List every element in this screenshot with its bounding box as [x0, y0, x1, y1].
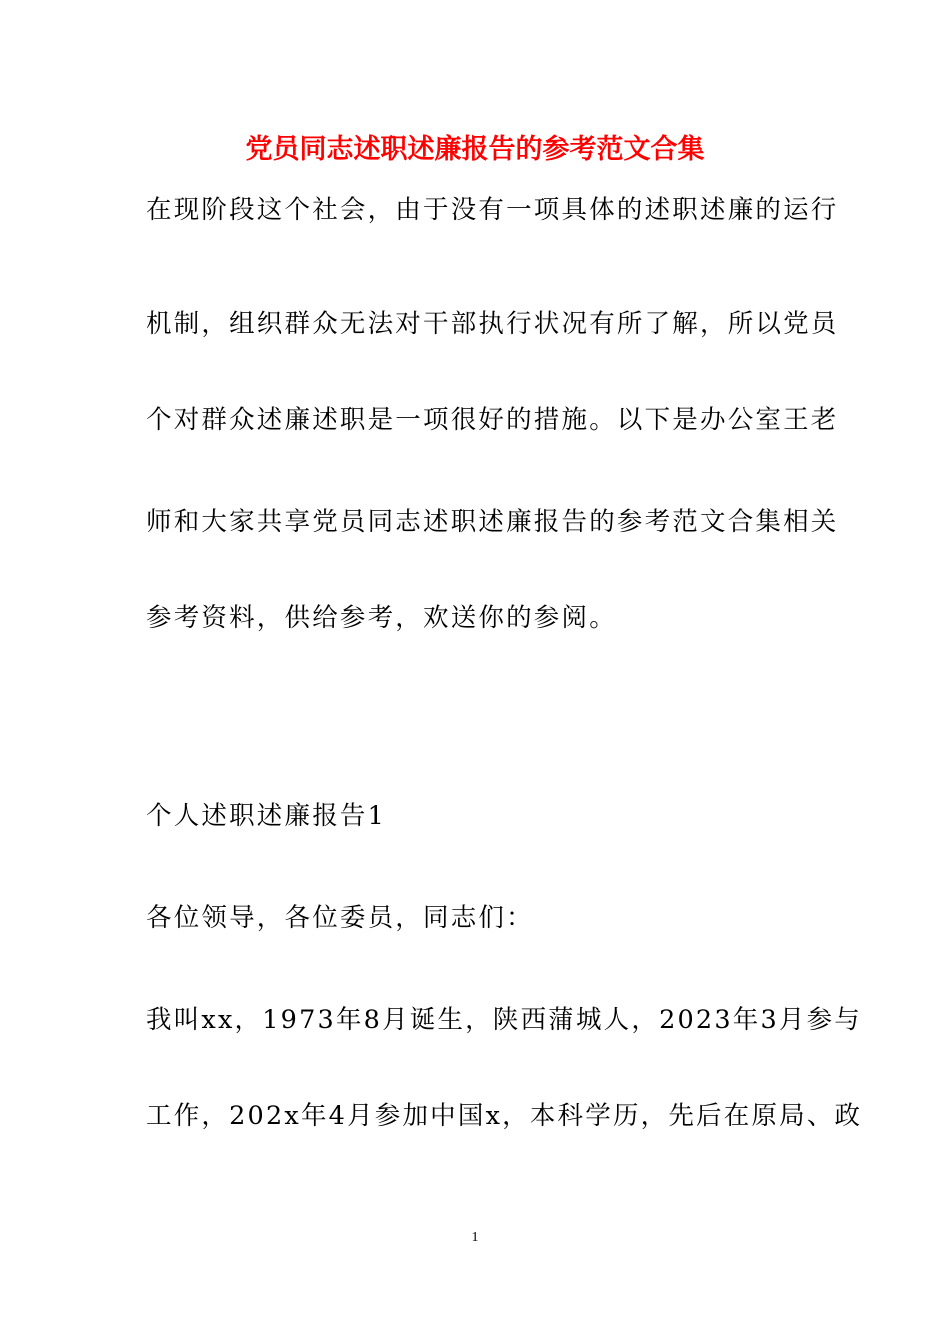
body-line-2: 工作，202x年4月参加中国x，本科学历，先后在原局、政 — [146, 1101, 863, 1131]
page-number: 1 — [471, 1230, 479, 1245]
intro-line-2: 机制，组织群众无法对干部执行状况有所了解，所以党员 — [146, 309, 839, 339]
intro-line-4: 师和大家共享党员同志述职述廉报告的参考范文合集相关 — [146, 507, 839, 537]
body-line-1: 我叫xx，1973年8月诞生，陕西蒲城人，2023年3月参与 — [146, 1005, 863, 1035]
section-heading: 个人述职述廉报告1 — [146, 801, 387, 831]
document-title: 党员同志述职述廉报告的参考范文合集 — [245, 134, 705, 165]
salutation: 各位领导，各位委员，同志们： — [146, 903, 534, 933]
intro-line-1: 在现阶段这个社会，由于没有一项具体的述职述廉的运行 — [146, 195, 839, 225]
intro-line-5: 参考资料，供给参考，欢送你的参阅。 — [146, 603, 617, 633]
intro-line-3: 个对群众述廉述职是一项很好的措施。以下是办公室王老 — [146, 405, 839, 435]
